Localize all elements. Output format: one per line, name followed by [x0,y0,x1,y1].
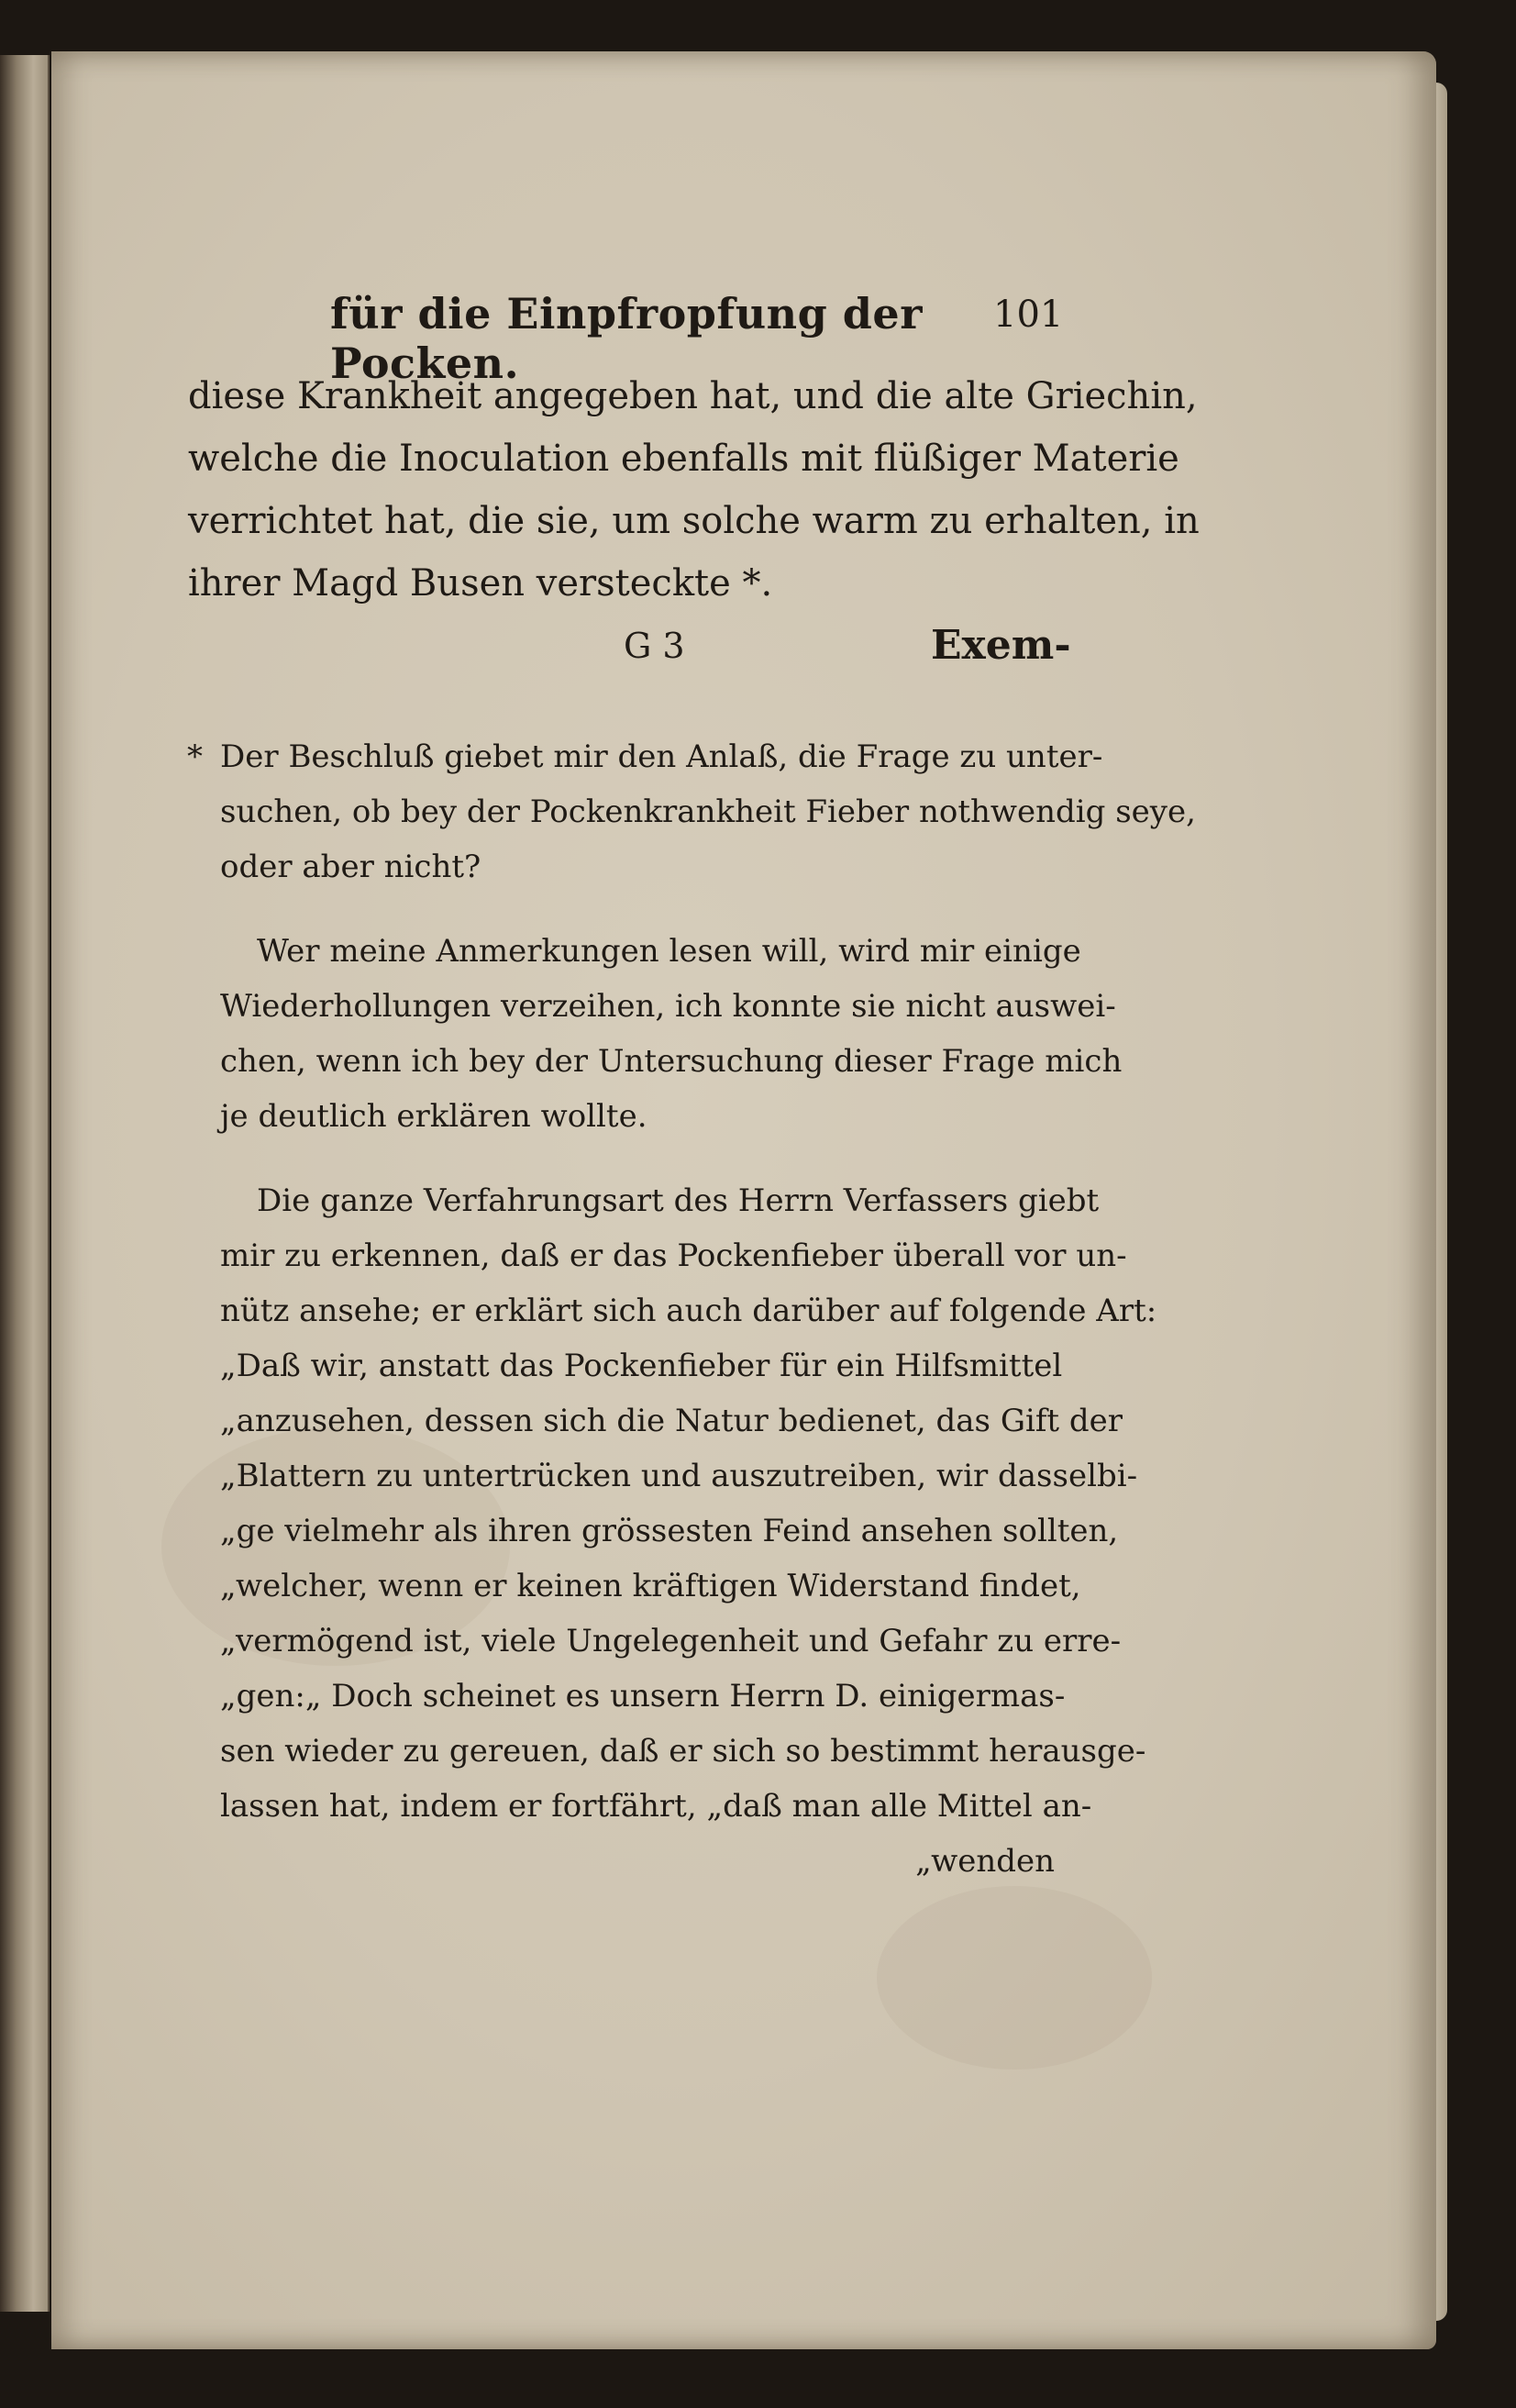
catchword: Exem- [931,622,1071,669]
main-text-block [188,365,1200,615]
footnote-line: „wenden [915,1843,1055,1880]
footnote-line: nütz ansehe; er erklärt sich auch darüber auf folgende Art: [220,1293,1157,1329]
running-header: für die Einpfropfung der Pocken. [330,289,923,388]
footnote-line: mir zu erkennen, daß er das Pockenfieber überall vor un- [220,1237,1127,1274]
text-line: verrichtet hat, die sie, um solche warm zu erhalten, in [188,500,1200,542]
footnote-line: „ge vielmehr als ihren grössesten Feind ansehen sollten, [220,1513,1119,1549]
footnote-line: „vermögend ist, viele Ungelegenheit und Gefahr zu erre- [220,1623,1122,1659]
footnote-line: lassen hat, indem er fortfährt, „daß man alle Mittel an- [220,1788,1092,1825]
footnote-line: „Daß wir, anstatt das Pockenfieber für ein Hilfsmittel [220,1348,1063,1384]
footnote-line: Die ganze Verfahrungsart des Herrn Verfassers giebt [257,1182,1100,1219]
footnote-line: „anzusehen, dessen sich die Natur bedienet, das Gift der [220,1403,1123,1439]
footnote-line: je deutlich erklären wollte. [220,1098,647,1135]
page-number: 101 [993,294,1064,336]
footnote-line: Wer meine Anmerkungen lesen will, wird mir einige [257,933,1081,970]
text-line: welche die Inoculation ebenfalls mit flüßiger Materie [188,438,1179,480]
facing-page-edge [0,55,50,2312]
text-line: diese Krankheit angegeben hat, und die alte Griechin, [188,375,1198,417]
footnote-line: suchen, ob bey der Pockenkrankheit Fieber nothwendig seye, [220,793,1196,830]
footnote-line: sen wieder zu gereuen, daß er sich so bestimmt herausge- [220,1733,1146,1770]
footnote-paragraph [220,1173,1157,1889]
text-line: ihrer Magd Busen versteckte *. [188,562,773,605]
footnote-line: „gen:„ Doch scheinet es unsern Herrn D. einigermas- [220,1678,1066,1714]
footnote-line: chen, wenn ich bey der Untersuchung dieser Frage mich [220,1043,1123,1080]
footnote-paragraph [220,729,1196,894]
footnote-line: „welcher, wenn er keinen kräftigen Widerstand findet, [220,1568,1081,1604]
footnote-line: Der Beschluß giebet mir den Anlaß, die Frage zu unter- [220,738,1103,775]
footnote-line: Wiederhollungen verzeihen, ich konnte sie nicht auswei- [220,988,1116,1025]
signature-mark: G 3 [624,626,685,666]
footnote-line: oder aber nicht? [220,849,481,885]
footnote-line: „Blattern zu untertrücken und auszutreiben, wir dasselbi- [220,1458,1138,1494]
footnote-marker: * [187,738,203,775]
footnote-paragraph [220,924,1123,1144]
footnote-block [187,729,1196,1918]
